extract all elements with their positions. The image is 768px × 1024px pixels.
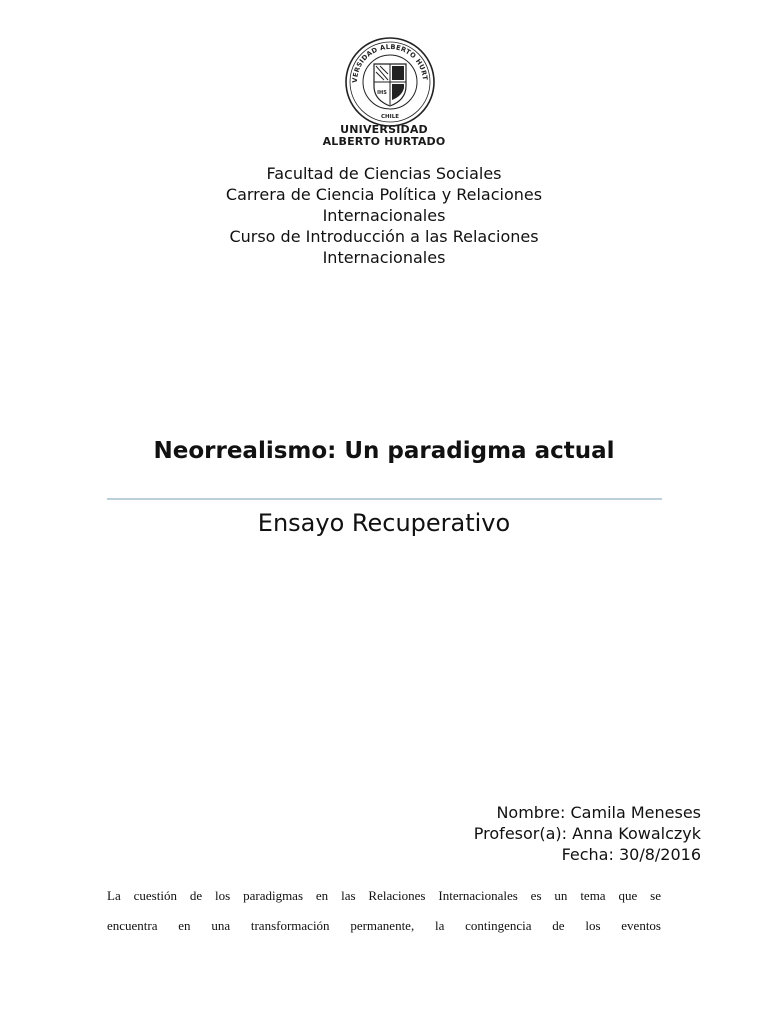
- faculty-name: Facultad de Ciencias Sociales: [266, 164, 502, 183]
- university-seal-icon: [344, 36, 436, 128]
- document-subtitle: Ensayo Recuperativo: [257, 509, 511, 537]
- professor-name: Profesor(a): Anna Kowalczyk: [473, 824, 701, 843]
- essay-body: [107, 881, 661, 941]
- university-name: [284, 124, 484, 148]
- seal-bottom-text: CHILE: [381, 114, 399, 120]
- body-line-2: encuentra en una transformación permanente, la contingencia de los eventos: [107, 918, 661, 933]
- career-name-line2: Internacionales: [322, 206, 446, 225]
- title-divider: [107, 498, 662, 500]
- author-info: [380, 802, 701, 865]
- career-name-line1: Carrera de Ciencia Política y Relaciones: [225, 185, 543, 204]
- course-name-line2: Internacionales: [322, 248, 446, 267]
- university-name-line2: ALBERTO HURTADO: [322, 135, 446, 148]
- body-line-1: La cuestión de los paradigmas en las Relaciones Internacionales es un tema que se: [107, 888, 661, 903]
- seal-ring-text: VERSIDAD ALBERTO HURT: [350, 42, 429, 84]
- document-title: Neorrealismo: Un paradigma actual: [153, 438, 615, 464]
- submission-date: Fecha: 30/8/2016: [561, 845, 701, 864]
- author-name: Nombre: Camila Meneses: [496, 803, 701, 822]
- document-header: [180, 163, 588, 268]
- seal-shield-text: IHS: [377, 90, 387, 96]
- course-name-line1: Curso de Introducción a las Relaciones: [229, 227, 539, 246]
- university-name-line1: UNIVERSIDAD: [340, 123, 428, 136]
